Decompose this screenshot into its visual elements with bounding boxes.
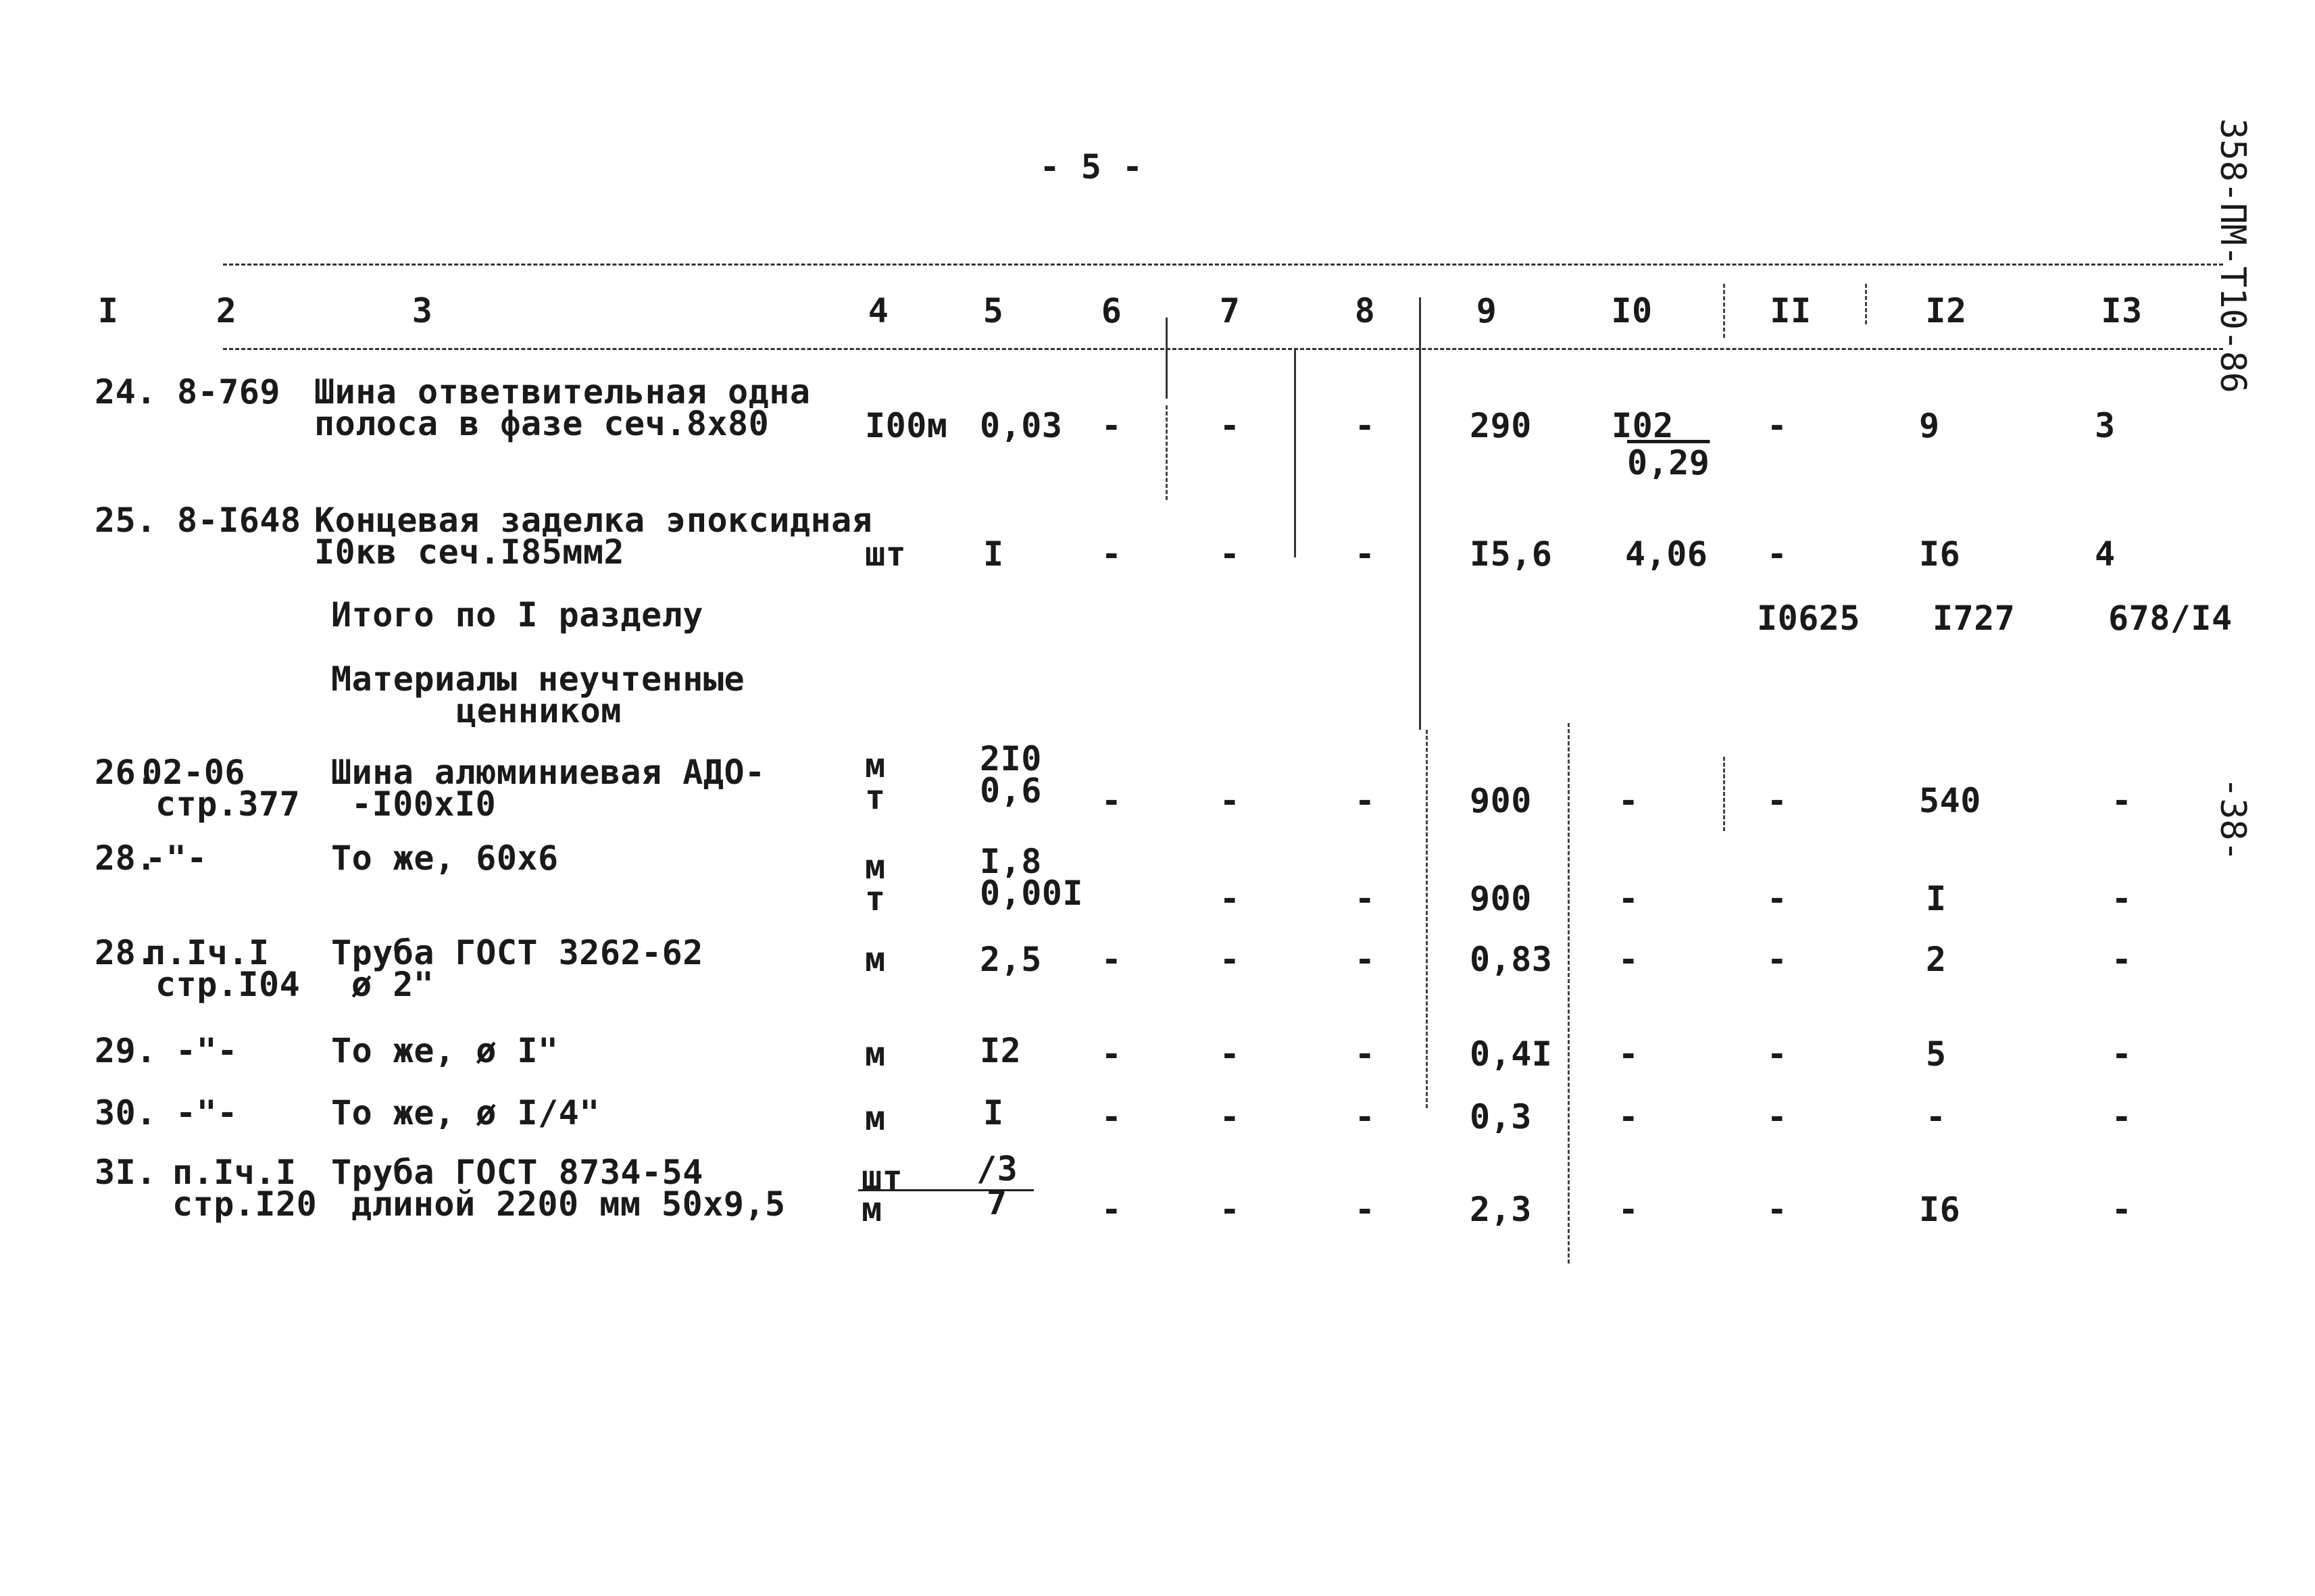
row-unit-b: т: [865, 778, 886, 817]
row-name-line1: Шина алюминиевая АДО-: [331, 753, 766, 792]
row-col10: -: [1618, 781, 1639, 820]
row-col10: -: [1618, 879, 1639, 918]
row-code: 8-769: [177, 372, 281, 412]
row-quantity: I: [983, 1093, 1004, 1132]
row-code-line2: стр.377: [155, 784, 301, 824]
col-separator-8: [1294, 348, 1296, 557]
row-col12: I6: [1919, 534, 1961, 574]
col-separator-11b: [1723, 757, 1725, 831]
row-col13: -: [2111, 1034, 2133, 1074]
row-col11: -: [1766, 534, 1788, 574]
row-col8: -: [1354, 879, 1376, 918]
row-col10: I02: [1612, 406, 1674, 445]
row-col9: 0,4I: [1470, 1034, 1553, 1074]
row-col10: -: [1618, 940, 1639, 979]
row-col12: 5: [1926, 1034, 1947, 1074]
col-separator-9: [1419, 297, 1421, 730]
row-name-line1: Шина ответвительная одна: [314, 372, 811, 412]
row-quantity-a: /3: [976, 1149, 1018, 1189]
col-separator-7b: [1166, 405, 1168, 500]
row-quantity: I2: [980, 1031, 1022, 1070]
column-header-5: 5: [982, 291, 1004, 330]
total-col12: I727: [1933, 599, 2016, 638]
row-col7: -: [1219, 1097, 1241, 1137]
row-col12: -: [1925, 1097, 1947, 1137]
row-name-line2: полоса в фазе сеч.8х80: [314, 404, 770, 443]
row-number: 29.: [95, 1031, 157, 1070]
row-col11: -: [1766, 406, 1788, 445]
row-col6: -: [1101, 534, 1122, 574]
column-header-8: 8: [1354, 291, 1376, 330]
row-col11: -: [1766, 1190, 1788, 1229]
row-code: 8-I648: [177, 501, 301, 540]
row-col12: I6: [1919, 1190, 1961, 1229]
row-col8: -: [1354, 1034, 1376, 1074]
row-name-line1: То же, ø I/4": [331, 1093, 600, 1132]
row-col9: 290: [1470, 406, 1532, 445]
row-col9: 0,3: [1470, 1097, 1532, 1137]
row-quantity-b: 0,00I: [980, 874, 1084, 913]
row-code-line2: стр.I04: [155, 965, 301, 1004]
column-header-11: II: [1770, 291, 1812, 330]
row-col11: -: [1766, 1034, 1788, 1074]
row-unit: м: [865, 1034, 886, 1074]
row-col6: -: [1101, 781, 1122, 820]
row-col6: -: [1101, 1097, 1122, 1137]
row-name-line2: длиной 2200 мм 50х9,5: [351, 1184, 786, 1224]
column-header-1: I: [97, 291, 119, 330]
column-header-13: I3: [2101, 291, 2143, 330]
row-code: 02-06: [142, 753, 246, 792]
col-separator-9b: [1426, 730, 1428, 1108]
row-unit: м: [865, 940, 886, 979]
col-separator-10: [1568, 723, 1570, 1264]
row-col9: 2,3: [1470, 1190, 1532, 1229]
row-col7: -: [1219, 1190, 1241, 1229]
row-number: 24.: [95, 372, 157, 412]
row-col11: -: [1766, 781, 1788, 820]
row-unit: м: [865, 1099, 886, 1138]
row-col11: -: [1766, 940, 1788, 979]
row-name-line2: I0кв сеч.I85мм2: [314, 532, 625, 572]
row-name-line1: То же, 60х6: [331, 839, 559, 878]
row-unit: I00м: [865, 406, 948, 445]
total-label: Итого по I разделу: [331, 595, 703, 634]
row-number: 3I.: [95, 1153, 157, 1192]
row-col10: -: [1618, 1097, 1639, 1137]
row-col9: I5,6: [1470, 534, 1553, 574]
row-name-line1: Концевая заделка эпоксидная: [314, 501, 873, 540]
row-col7: -: [1219, 1034, 1241, 1074]
row-number: 25.: [95, 501, 157, 540]
column-header-6: 6: [1101, 291, 1122, 330]
col-separator-12: [1865, 284, 1867, 324]
column-header-12: I2: [1925, 291, 1967, 330]
header-top-rule: [223, 264, 2223, 266]
col-separator-7: [1166, 318, 1168, 399]
row-name-line1: Труба ГОСТ 3262-62: [331, 933, 703, 972]
total-col11: I0625: [1757, 599, 1861, 638]
row-col11: -: [1766, 879, 1788, 918]
row-col13: -: [2111, 1190, 2133, 1229]
row-unit-a: м: [865, 847, 886, 887]
row-unit: шт: [865, 534, 907, 574]
row-col8: -: [1354, 1097, 1376, 1137]
row-code: -"-: [176, 1031, 238, 1070]
row-name-line1: Труба ГОСТ 8734-54: [331, 1153, 703, 1192]
row-col8: -: [1354, 940, 1376, 979]
row-code-line2: стр.I20: [172, 1184, 318, 1224]
row-code: п.Iч.I: [145, 933, 270, 972]
row-number: 30.: [95, 1093, 157, 1132]
row-unit-b: т: [865, 879, 886, 918]
row-col7: -: [1219, 406, 1241, 445]
margin-page-number: -38-: [2212, 777, 2253, 862]
row-quantity: I: [983, 534, 1004, 574]
page-number: - 5 -: [1039, 147, 1143, 186]
row-col7: -: [1219, 879, 1241, 918]
row-col7: -: [1219, 781, 1241, 820]
col-separator-11: [1723, 284, 1725, 338]
row-number: 28.: [95, 933, 157, 972]
row-unit-a: шт: [862, 1158, 903, 1197]
row-quantity-a: I,8: [980, 842, 1042, 881]
column-header-7: 7: [1219, 291, 1241, 330]
row-col10: -: [1618, 1034, 1639, 1074]
row-col6: -: [1101, 406, 1122, 445]
row-col10: 4,06: [1625, 534, 1708, 574]
row-col12: I: [1926, 879, 1947, 918]
row-quantity: 2,5: [980, 940, 1042, 979]
row-col13: 3: [2095, 406, 2116, 445]
total-col13: 678/I4: [2108, 599, 2233, 638]
unit-fraction-bar: [858, 1189, 1034, 1191]
row-col13: -: [2111, 940, 2133, 979]
row-col12: 540: [1919, 781, 1981, 820]
row-col6: -: [1101, 1034, 1122, 1074]
column-header-9: 9: [1476, 291, 1497, 330]
row-col9: 900: [1470, 879, 1532, 918]
column-header-2: 2: [216, 291, 237, 330]
row-col13: -: [2111, 781, 2133, 820]
column-header-3: 3: [412, 291, 433, 330]
row-col10: -: [1618, 1190, 1639, 1229]
section-heading-line1: Материалы неучтенные: [331, 659, 745, 699]
row-col6: -: [1101, 1190, 1122, 1229]
row-quantity: 0,03: [980, 406, 1063, 445]
row-number: 26.: [95, 753, 157, 792]
header-bottom-rule: [223, 348, 2223, 350]
row-col6: -: [1101, 940, 1122, 979]
row-col13: -: [2111, 879, 2133, 918]
row-name-line2: -I00хI0: [351, 784, 497, 824]
row-col8: -: [1354, 534, 1376, 574]
row-col12: 9: [1919, 406, 1940, 445]
row-quantity-b: 7: [987, 1183, 1007, 1222]
margin-document-code: 358-ПМ-Т10-86: [2212, 118, 2253, 393]
column-header-10: I0: [1611, 291, 1653, 330]
row-col12: 2: [1926, 940, 1947, 979]
row-col9: 900: [1470, 781, 1532, 820]
row-col8: -: [1354, 781, 1376, 820]
row-quantity-b: 0,6: [980, 771, 1042, 810]
section-heading-line2: ценником: [456, 691, 622, 730]
row-col7: -: [1219, 940, 1241, 979]
row-unit-b: м: [862, 1190, 882, 1229]
row-col8: -: [1354, 1190, 1376, 1229]
row-code: п.Iч.I: [172, 1153, 297, 1192]
row-name-line1: То же, ø I": [331, 1031, 559, 1070]
row-col7: -: [1219, 534, 1241, 574]
row-number: 28.: [95, 839, 157, 878]
row-col8: -: [1354, 406, 1376, 445]
row-unit-a: м: [865, 746, 886, 785]
row-col9: 0,83: [1470, 940, 1553, 979]
row-col11: -: [1766, 1097, 1788, 1137]
row-col10-sub: 0,29: [1627, 443, 1710, 482]
row-col13: -: [2111, 1097, 2133, 1137]
row-col13: 4: [2095, 534, 2116, 574]
row-name-line2: ø 2": [351, 965, 434, 1004]
row-quantity-a: 2I0: [980, 739, 1042, 778]
column-header-4: 4: [868, 291, 889, 330]
row-code: -"-: [145, 839, 207, 878]
row-code: -"-: [176, 1093, 238, 1132]
